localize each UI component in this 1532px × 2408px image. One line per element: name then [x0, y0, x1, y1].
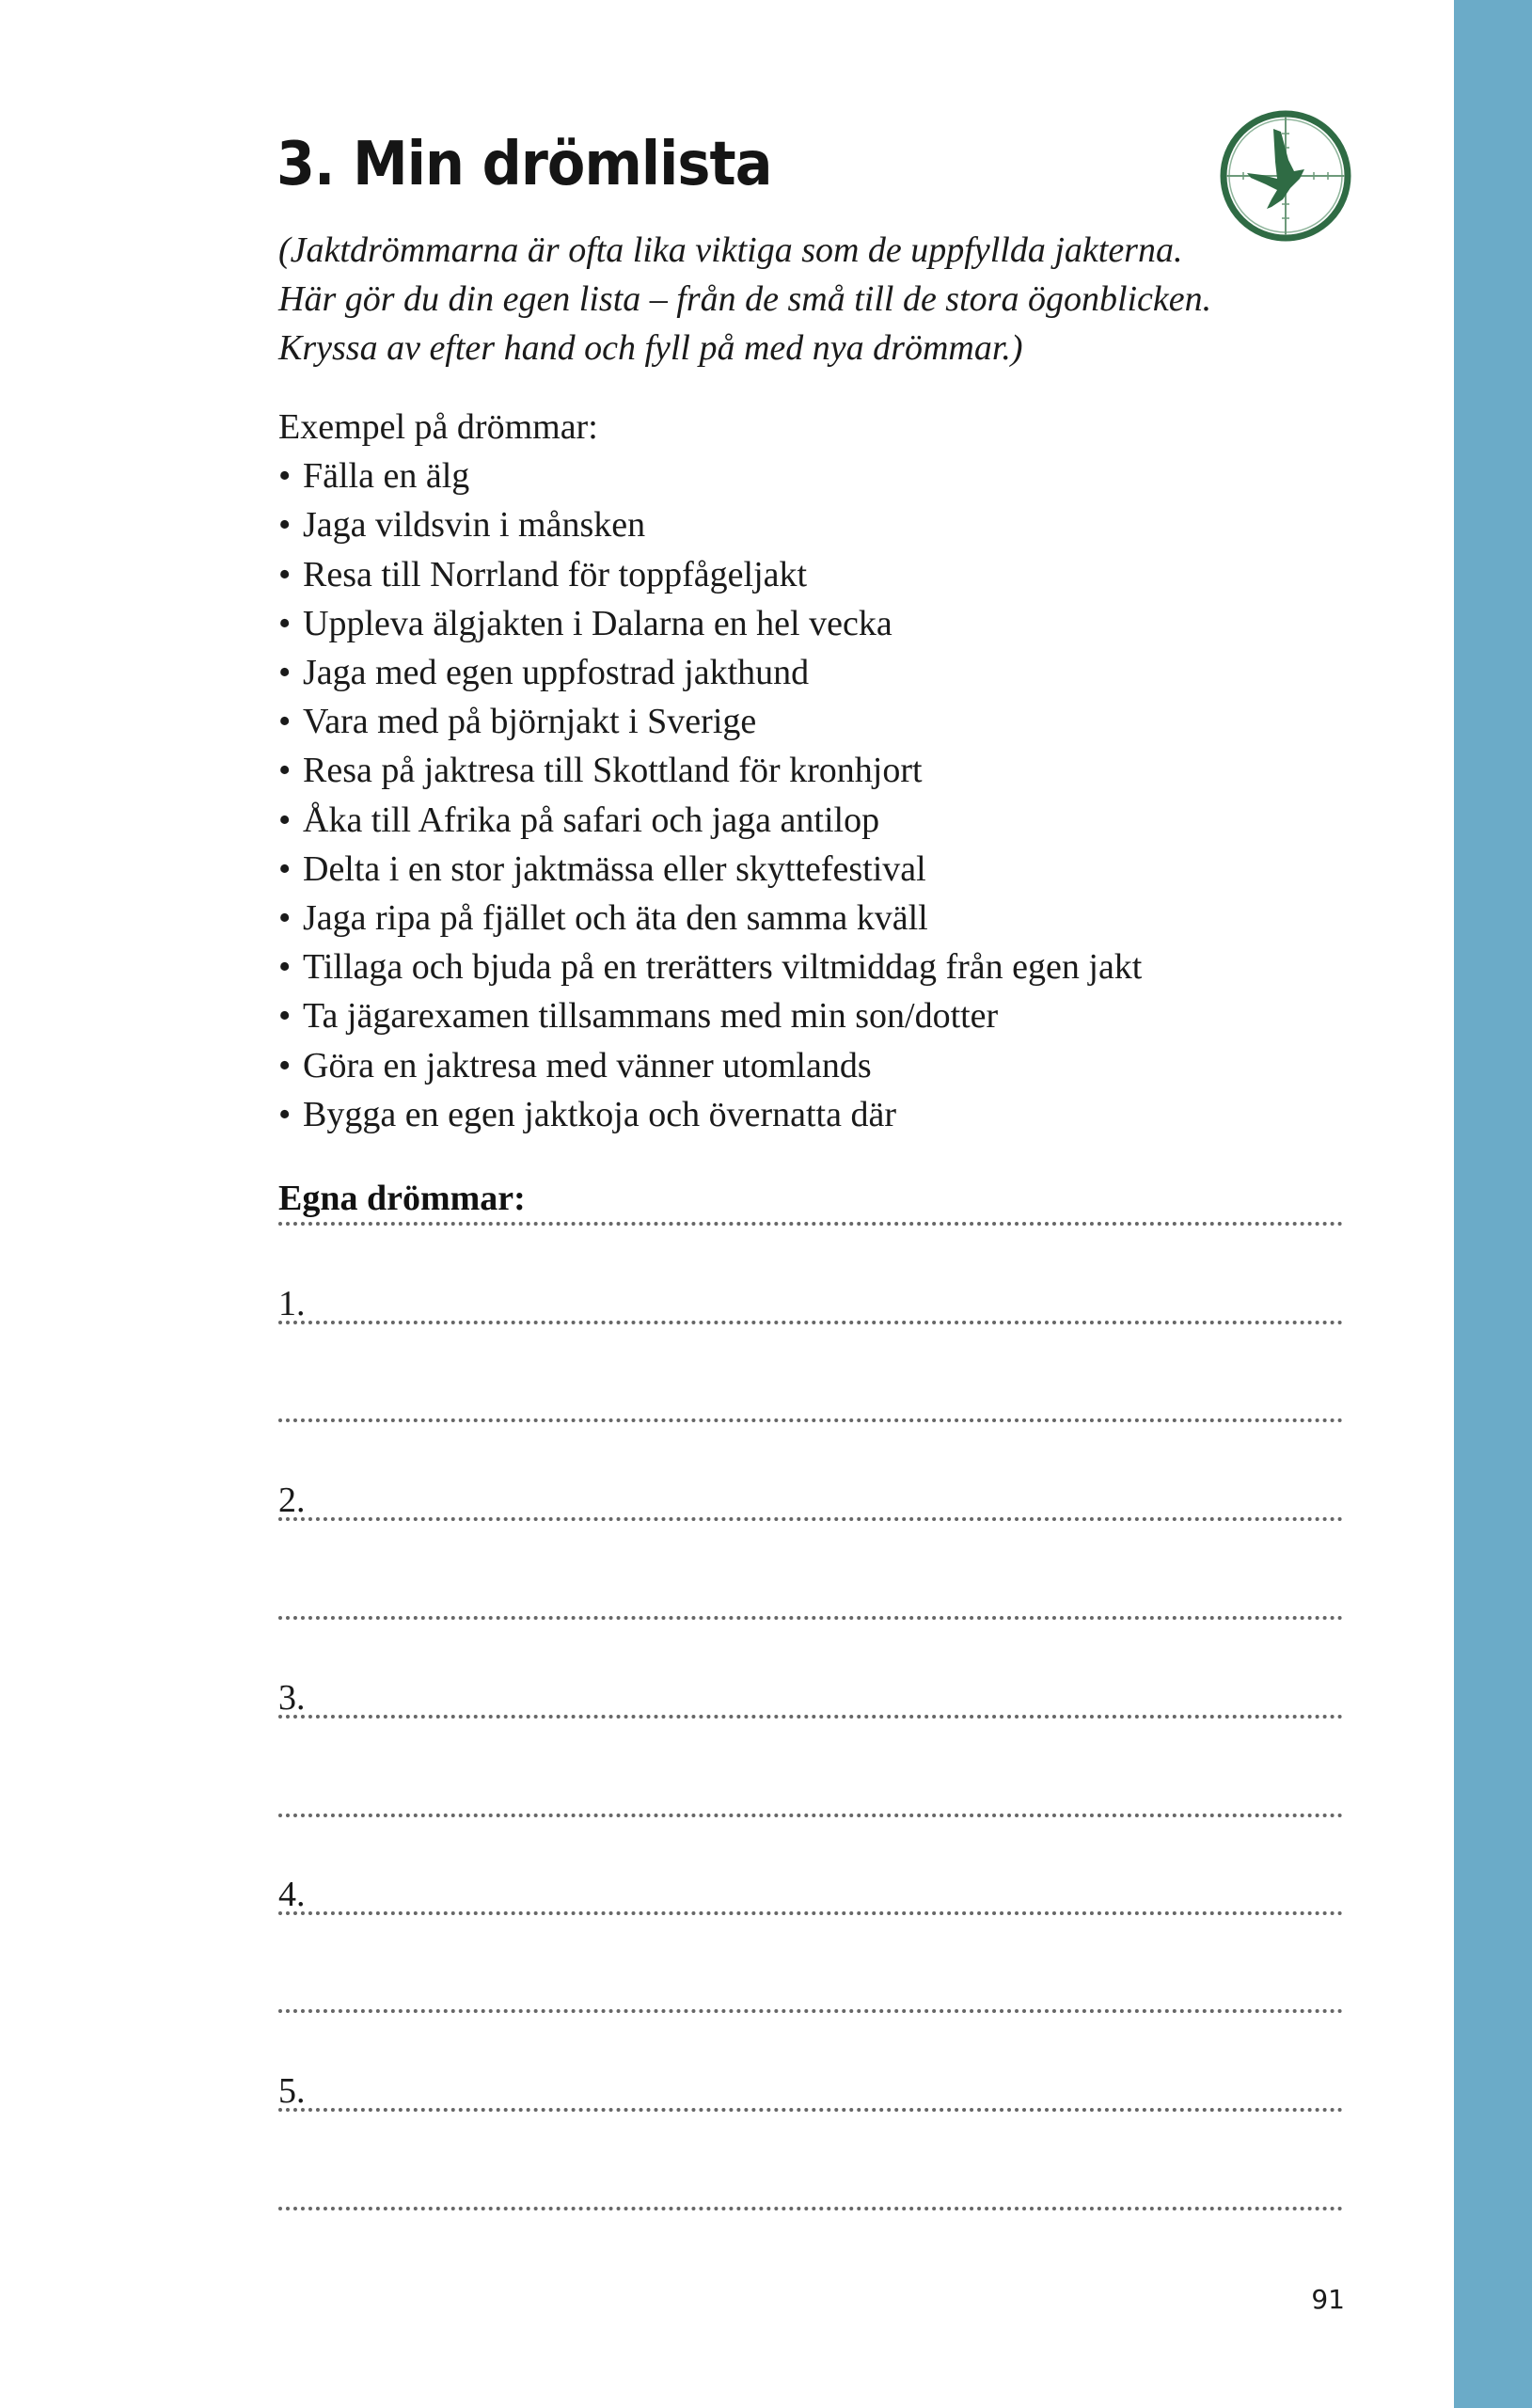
dream-5-write-line[interactable]: [278, 2108, 1343, 2112]
list-item-text: Delta i en stor jaktmässa eller skyttefestival: [303, 848, 926, 889]
list-item-text: Resa på jaktresa till Skottland för kronhjort: [303, 751, 923, 791]
dream-1-continuation-line[interactable]: [278, 1418, 1343, 1422]
dream-4-write-line[interactable]: [278, 1911, 1343, 1915]
list-item-text: Jaga med egen uppfostrad jakthund: [303, 653, 810, 693]
dream-3-write-line[interactable]: [278, 1715, 1343, 1719]
bullet-icon: •: [278, 554, 292, 594]
list-item: [278, 500, 1388, 549]
list-item-text: Resa till Norrland för toppfågeljakt: [303, 554, 808, 594]
list-item: [278, 697, 1388, 746]
bullet-icon: •: [278, 800, 292, 840]
list-item: [278, 894, 1388, 943]
list-item: [278, 796, 1388, 845]
dream-5-continuation-line[interactable]: [278, 2207, 1343, 2210]
bullet-icon: •: [278, 996, 292, 1037]
list-item: [278, 1041, 1388, 1090]
list-item: [278, 991, 1388, 1040]
dream-number-5: 5.: [278, 2071, 306, 2111]
intro-text: [278, 226, 1388, 372]
dream-2-continuation-line[interactable]: [278, 1616, 1343, 1620]
dream-number-3: 3.: [278, 1678, 306, 1718]
list-item-text: Fälla en älg: [303, 456, 470, 497]
bullet-icon: •: [278, 1094, 292, 1134]
list-item: [278, 550, 1388, 599]
list-item-text: Åka till Afrika på safari och jaga antilop: [303, 800, 880, 840]
examples-section: [278, 403, 1388, 1139]
examples-heading: Exempel på drömmar:: [278, 407, 598, 447]
page-title: 3. Min drömlista: [276, 130, 772, 199]
list-item: [278, 943, 1388, 991]
list-item: [278, 648, 1388, 697]
page-number: 91: [1311, 2284, 1345, 2315]
bullet-icon: •: [278, 898, 292, 939]
intro-line: Kryssa av efter hand och fyll på med nya drömmar.): [278, 328, 1023, 368]
bullet-icon: •: [278, 947, 292, 988]
list-item-text: Göra en jaktresa med vänner utomlands: [303, 1045, 872, 1085]
list-item-text: Jaga vildsvin i månsken: [303, 505, 646, 546]
list-item-text: Uppleva älgjakten i Dalarna en hel vecka: [303, 603, 892, 643]
bullet-icon: •: [278, 751, 292, 791]
dream-3-continuation-line[interactable]: [278, 1814, 1343, 1817]
list-item: [278, 1090, 1388, 1139]
list-item: [278, 746, 1388, 795]
list-item: [278, 599, 1388, 648]
dream-1-write-line[interactable]: [278, 1321, 1343, 1324]
dream-number-2: 2.: [278, 1481, 306, 1520]
examples-list: [278, 452, 1388, 1139]
bullet-icon: •: [278, 702, 292, 742]
list-item: [278, 452, 1388, 500]
list-item-text: Tillaga och bjuda på en trerätters viltmiddag från egen jakt: [303, 947, 1143, 988]
dream-4-continuation-line[interactable]: [278, 2009, 1343, 2013]
bullet-icon: •: [278, 505, 292, 546]
bullet-icon: •: [278, 848, 292, 889]
dream-2-write-line[interactable]: [278, 1517, 1343, 1521]
own-dreams-heading-line: [278, 1222, 1343, 1226]
list-item-text: Bygga en egen jaktkoja och övernatta där: [303, 1094, 896, 1134]
bullet-icon: •: [278, 603, 292, 643]
bullet-icon: •: [278, 456, 292, 497]
list-item: [278, 845, 1388, 894]
side-color-band: [1454, 0, 1532, 2408]
intro-line: Här gör du din egen lista – från de små till de stora ögonblicken.: [278, 279, 1212, 319]
bullet-icon: •: [278, 1045, 292, 1085]
bullet-icon: •: [278, 653, 292, 693]
intro-line: (Jaktdrömmarna är ofta lika viktiga som de uppfyllda jakterna.: [278, 230, 1183, 270]
dream-number-1: 1.: [278, 1284, 306, 1323]
own-dreams-heading: Egna drömmar:: [278, 1179, 526, 1218]
list-item-text: Ta jägarexamen tillsammans med min son/dotter: [303, 996, 999, 1037]
list-item-text: Vara med på björnjakt i Sverige: [303, 702, 757, 742]
list-item-text: Jaga ripa på fjället och äta den samma kväll: [303, 898, 928, 939]
dream-number-4: 4.: [278, 1875, 306, 1914]
